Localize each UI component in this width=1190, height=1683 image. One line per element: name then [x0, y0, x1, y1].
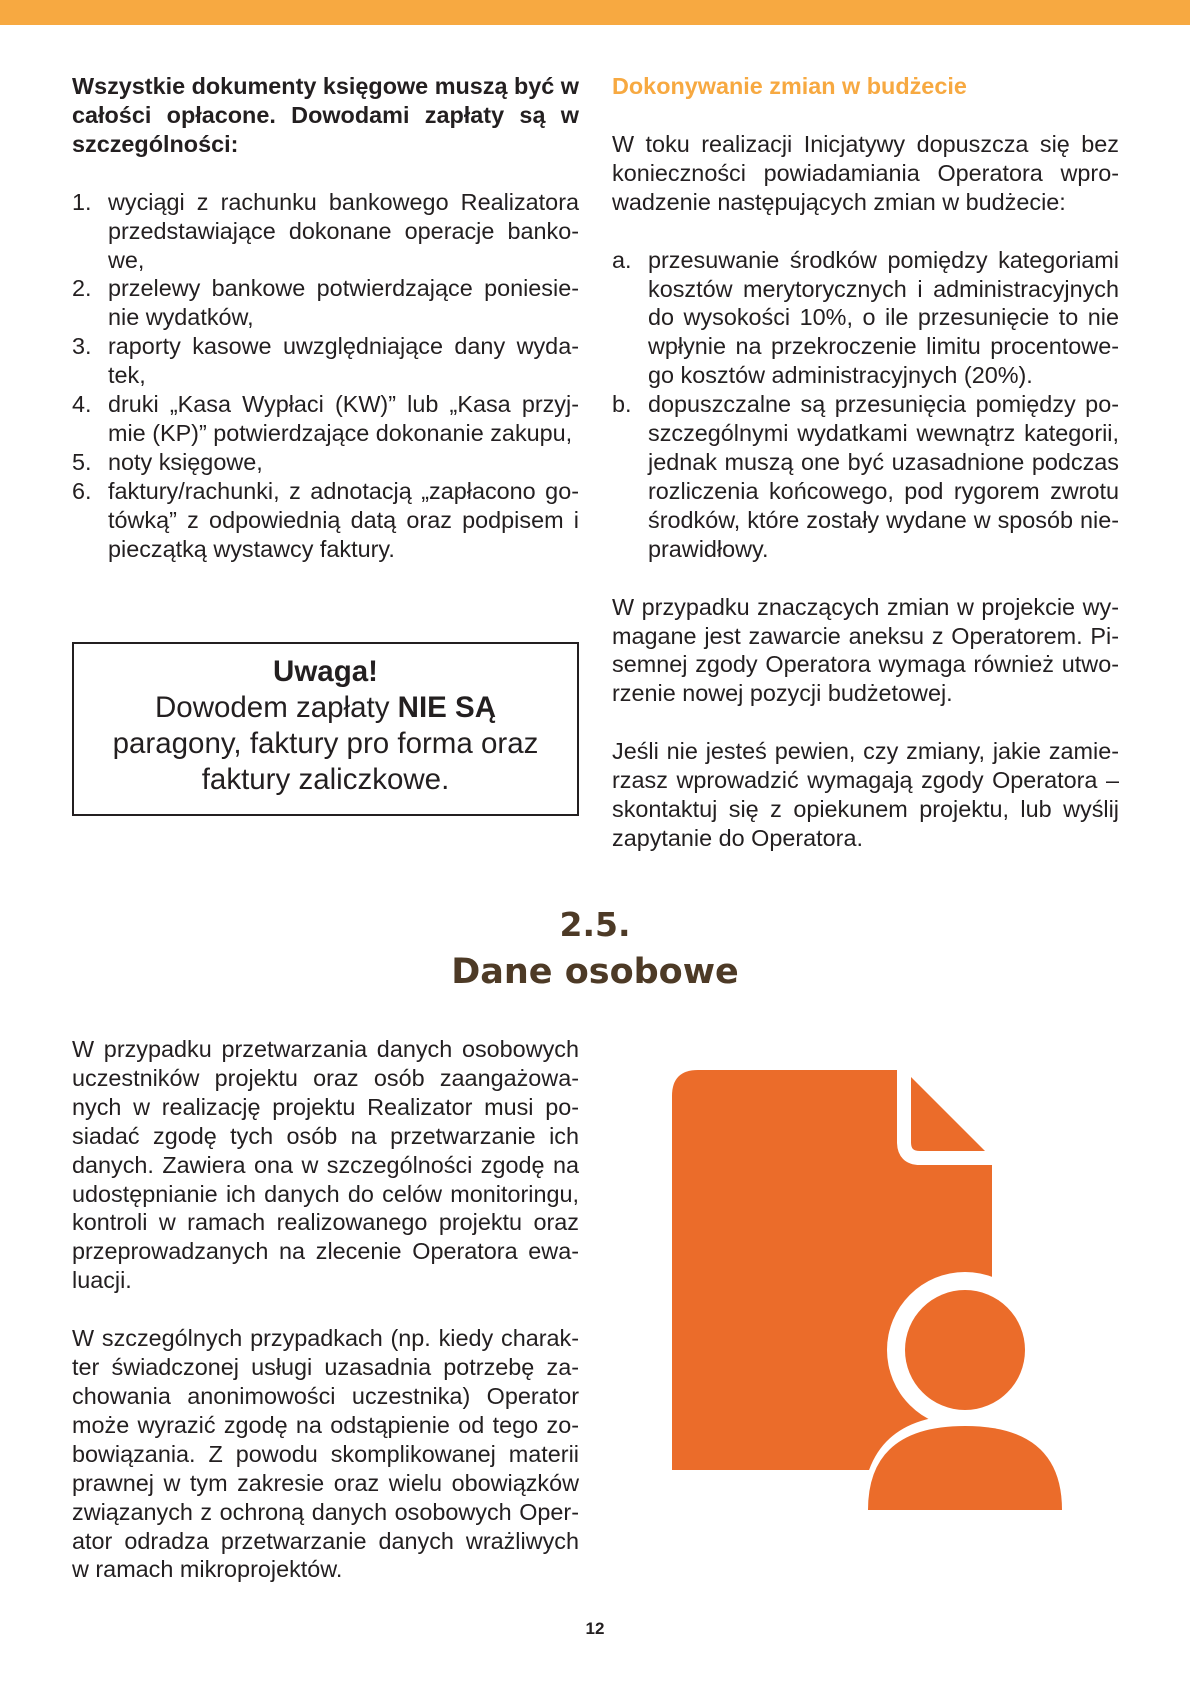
budget-contact-paragraph: Jeśli nie jesteś pewien, czy zmiany, jakie zamie-rzasz wprowadzić wymagają zgody Operatora – skontaktuj się z opiekunem projektu, lub wyślij zapytanie do Operatora. [612, 738, 1119, 851]
budget-annex-paragraph: W przypadku znaczących zmian w projekcie wy-magane jest zawarcie aneksu z Operatorem. Pi-semnej zgody Operatora wymaga również utwo-rzenie nowej pozycji budżetowej. [612, 593, 1119, 707]
notice-line: faktury zaliczkowe. [201, 763, 450, 796]
list-item: 3. raporty kasowe uwzględniające dany wyda-tek, [72, 333, 579, 389]
personal-data-paragraph: W przypadku przetwarzania danych osobowych uczestników projektu oraz osób zaangażowa-nych w realizację projektu Realizator musi po-siadać zgodę tych osób na przetwarzanie ich danych. Zawiera ona w szczególności zgodę na udostępnianie ich danych do celów monitoringu, kontroli w ramach realizowanego projektu oraz przeprowadzanych na zlecenie Operatora ewa-luacji. [72, 1036, 579, 1294]
section-title: Dane osobowe [451, 952, 739, 992]
notice-line: paragony, faktury pro forma oraz [112, 727, 539, 760]
list-item: b. dopuszczalne są przesunięcia pomiędzy po-szczególnymi wydatkami wewnątrz kategorii, jednak muszą one być uzasadnione podczas rozliczenia końcowego, pod rygorem zwrotu środków, które zostały wydane w sposób nie-prawidłowy. [612, 391, 1119, 562]
list-item: 5. noty księgowe, [72, 448, 263, 475]
notice-line: Dowodem zapłaty NIE SĄ [154, 691, 497, 724]
payment-proofs-list [72, 188, 579, 564]
list-item: 6. faktury/rachunki, z adnotacją „zapłacono go-tówką” z odpowiednią datą oraz podpisem i pieczątką wystawcy faktury. [72, 477, 579, 562]
list-item: 4. druki „Kasa Wypłaci (KW)” lub „Kasa przyj-mie (KP)” potwierdzające dokonanie zakupu, [72, 391, 579, 446]
document-person-icon [672, 1070, 1072, 1525]
payment-proofs-intro: Wszystkie dokumenty księgowe muszą być w całości opłacone. Dowodami zapłaty są w szczególności: [72, 73, 579, 157]
notice-title: Uwaga! [273, 655, 378, 688]
page-number: 12 [585, 1619, 605, 1638]
list-item: a. przesuwanie środków pomiędzy kategoriami kosztów merytorycznych i administracyjnych do wysokości 10%, o ile przesunięcie to nie wpłynie na przekroczenie limitu procentowe-go kosztów administracyjnych (20%). [612, 246, 1119, 389]
budget-changes-section [612, 72, 1119, 853]
budget-changes-list [612, 246, 1119, 564]
section-number: 2.5. [559, 905, 631, 944]
personal-data-section [72, 1035, 579, 1584]
top-accent-bar [0, 0, 1190, 25]
payment-proofs-section [72, 72, 579, 564]
notice-box [72, 642, 579, 816]
budget-changes-heading: Dokonywanie zmian w budżecie [612, 73, 967, 99]
personal-data-paragraph: W szczególnych przypadkach (np. kiedy charak-ter świadczonej usługi uzasadnia potrzebę za-chowania anonimowości uczestnika) Operator może wyrazić zgodę na odstąpienie od tego zo-bowiązania. Z powodu skomplikowanej materii prawnej w tym zakresie oraz wielu obowiązków związanych z ochroną danych osobowych Oper-ator odradza przetwarzanie danych wrażliwych w ramach mikroprojektów. [72, 1325, 579, 1583]
budget-changes-intro: W toku realizacji Inicjatywy dopuszcza się bez konieczności powiadamiania Operatora wpro-wadzenie następujących zmian w budżecie: [612, 130, 1119, 215]
list-item: 1. wyciągi z rachunku bankowego Realizatora przedstawiające dokonane operacje banko-we, [72, 188, 579, 273]
list-item: 2. przelewy bankowe potwierdzające poniesie-nie wydatków, [72, 275, 579, 331]
